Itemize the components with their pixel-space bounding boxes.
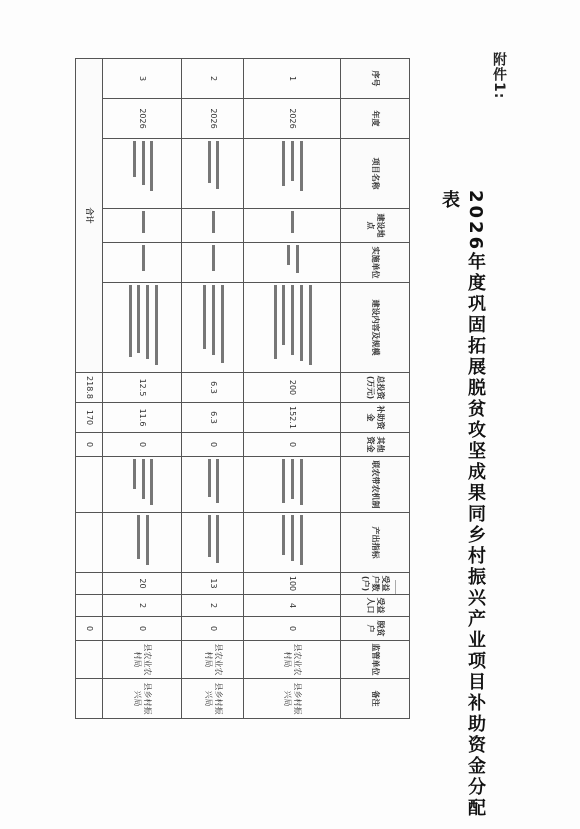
- cell-unit: [243, 243, 341, 283]
- cell-output-target: [182, 513, 243, 573]
- table-header-row: [341, 59, 410, 719]
- cell-poverty: 0: [103, 617, 182, 641]
- header-location: 建设地点: [341, 209, 410, 243]
- cell-supervisor: 县农业农村局: [103, 641, 182, 679]
- cell-year: 2026: [103, 99, 182, 139]
- cell-total-investment: 200: [243, 373, 341, 403]
- total-poverty: 0: [76, 617, 103, 641]
- cell-households: 13: [182, 573, 243, 595]
- table-row: [243, 59, 341, 719]
- cell-supervisor: 县农业农村局: [182, 641, 243, 679]
- header-remark: 备注: [341, 679, 410, 719]
- cell-seq: 1: [243, 59, 341, 99]
- cell-supervisor: 县农业农村局: [243, 641, 341, 679]
- cell-fund: 6.3: [182, 403, 243, 433]
- cell-benefit-mechanism: [182, 457, 243, 513]
- total-empty-3: [76, 573, 103, 595]
- cell-content: [103, 283, 182, 373]
- cell-remark: 县乡村振兴局: [182, 679, 243, 719]
- scan-mark: [395, 580, 404, 594]
- cell-location: [243, 209, 341, 243]
- cell-seq: 3: [103, 59, 182, 99]
- annex-label: 附件1:: [491, 52, 507, 100]
- cell-remark: 县乡村振兴局: [103, 679, 182, 719]
- cell-fund: 11.6: [103, 403, 182, 433]
- cell-year: 2026: [182, 99, 243, 139]
- total-empty-6: [76, 679, 103, 719]
- cell-remark: 县乡村振兴局: [243, 679, 341, 719]
- cell-total-investment: 6.3: [182, 373, 243, 403]
- cell-unit: [103, 243, 182, 283]
- cell-people: 4: [243, 595, 341, 617]
- cell-year: 2026: [243, 99, 341, 139]
- header-project-name: 项目名称: [341, 139, 410, 209]
- table-total-row: [76, 59, 103, 719]
- cell-benefit-mechanism: [243, 457, 341, 513]
- header-poverty-households: 脱贫户: [341, 617, 410, 641]
- cell-project-name: [243, 139, 341, 209]
- cell-total-investment: 12.5: [103, 373, 182, 403]
- header-fund-total: 补助资金: [341, 403, 410, 433]
- total-label: 合计: [76, 59, 103, 373]
- cell-households: 20: [103, 573, 182, 595]
- cell-households: 100: [243, 573, 341, 595]
- cell-project-name: [103, 139, 182, 209]
- header-benefit-households: 受益户数(户): [341, 573, 410, 595]
- header-content: 建设内容及规模: [341, 283, 410, 373]
- cell-benefit-mechanism: [103, 457, 182, 513]
- total-empty-1: [76, 457, 103, 513]
- cell-other: 0: [103, 433, 182, 457]
- header-seq: 序号: [341, 59, 410, 99]
- cell-content: [243, 283, 341, 373]
- cell-fund: 152.1: [243, 403, 341, 433]
- cell-project-name: [182, 139, 243, 209]
- header-supervisor: 监管单位: [341, 641, 410, 679]
- total-investment: 218.8: [76, 373, 103, 403]
- header-year: 年度: [341, 99, 410, 139]
- cell-seq: 2: [182, 59, 243, 99]
- cell-other: 0: [243, 433, 341, 457]
- total-fund: 170: [76, 403, 103, 433]
- cell-output-target: [103, 513, 182, 573]
- header-other-fund: 其他资金: [341, 433, 410, 457]
- table-row: [182, 59, 243, 719]
- allocation-table: [75, 58, 410, 719]
- header-benefit-people: 受益人口: [341, 595, 410, 617]
- cell-poverty: 0: [182, 617, 243, 641]
- cell-location: [182, 209, 243, 243]
- header-unit: 实施单位: [341, 243, 410, 283]
- total-empty-4: [76, 595, 103, 617]
- table-row: [103, 59, 182, 719]
- header-total-investment: 总投资(万元): [341, 373, 410, 403]
- header-output-target: 产出指标: [341, 513, 410, 573]
- cell-other: 0: [182, 433, 243, 457]
- cell-unit: [182, 243, 243, 283]
- cell-people: 2: [103, 595, 182, 617]
- allocation-table-wrapper: [75, 58, 410, 718]
- cell-poverty: 0: [243, 617, 341, 641]
- cell-people: 2: [182, 595, 243, 617]
- document-title: 2026年度巩固拓展脱贫攻坚成果同乡村振兴产业项目补助资金分配表: [439, 190, 486, 820]
- cell-output-target: [243, 513, 341, 573]
- cell-content: [182, 283, 243, 373]
- total-empty-5: [76, 641, 103, 679]
- header-benefit-mechanism: 联农带农机制: [341, 457, 410, 513]
- total-empty-2: [76, 513, 103, 573]
- total-other: 0: [76, 433, 103, 457]
- cell-location: [103, 209, 182, 243]
